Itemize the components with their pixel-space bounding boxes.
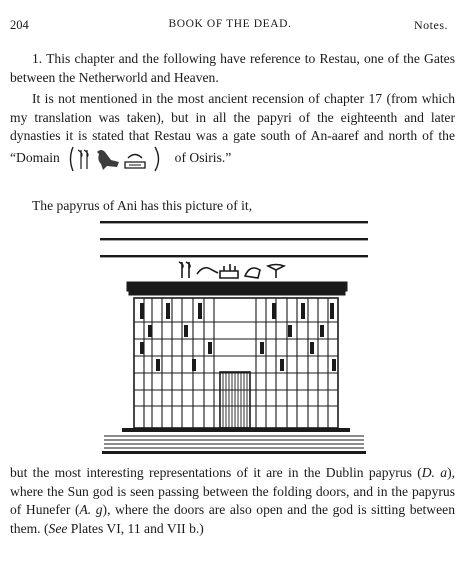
restau-gate-figure [100,218,368,458]
running-title: BOOK OF THE DEAD. [168,18,292,30]
paragraph-4-text-c: ), where the doors are also open and the god is sitting between them. ( [10,502,455,536]
paragraph-4-text-b: ), where the Sun god is seen passing between the folding doors, and in the papyrus of Hunefer ( [10,465,455,518]
paragraph-2-text-a: It is not mentioned in the most ancient recension of chapter 17 (from which my translation was taken), but in all the papyri of the eighteenth and later dynasties it is stated that Restau was a gate south of An-aaref and north of the “Domain [10,91,455,165]
domain-hieroglyph-icon [67,146,167,172]
hunefer-papyrus-siglum: A. g [79,502,103,518]
note-paragraph-2 [10,90,455,172]
paragraph-4-text-a: but the most interesting representations of it are in the Dublin papyrus ( [10,465,422,480]
gate-name-hieroglyphs-icon [179,262,284,278]
note-paragraph-1: 1. This chapter and the following have reference to Restau, one of the Gates between the Netherworld and Heaven. [10,51,455,85]
paragraph-2-text-b: of Osiris.” [174,149,232,165]
see-reference: See [48,520,68,536]
page-number: 204 [10,18,29,32]
page-header [10,18,450,34]
paragraph-4-text-d: Plates VI, 11 and VII b.) [67,520,204,536]
note-paragraph-4 [10,464,455,538]
sky-lines [100,221,368,257]
gate-building [102,282,366,454]
section-title: Notes. [414,18,448,32]
note-paragraph-3: The papyrus of Ani has this picture of it, [32,198,253,213]
dublin-papyrus-siglum: D. a [421,465,448,480]
